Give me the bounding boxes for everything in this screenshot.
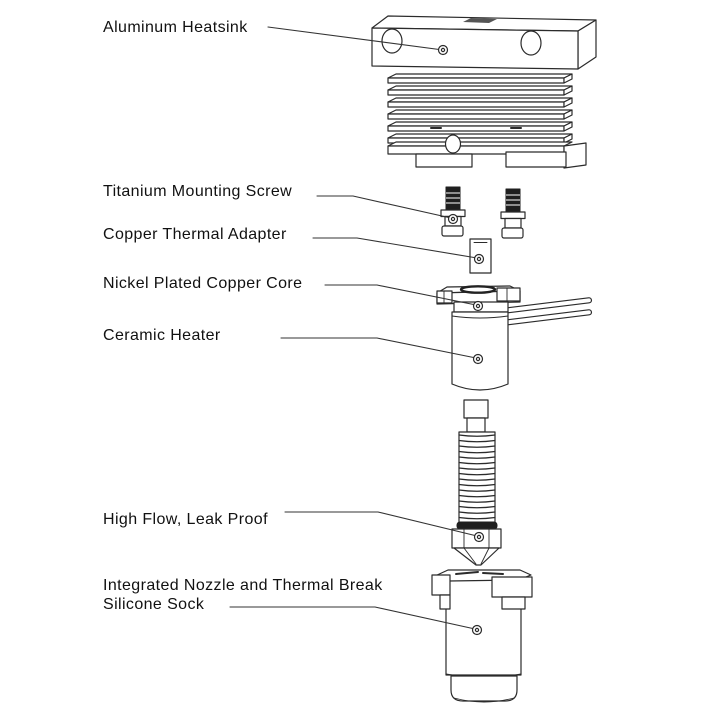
label-aluminum-heatsink: Aluminum Heatsink [103,19,248,36]
heatsink-fins [388,74,572,143]
thermal-break-threads [459,432,495,523]
label-titanium-mounting-screw: Titanium Mounting Screw [103,183,293,200]
heatsink-front-hole [446,135,461,153]
label-nozzle-line2: Integrated Nozzle and Thermal Break [103,577,383,594]
target-dot-heatsink [439,46,448,55]
target-dot-screw [449,215,458,224]
aluminum-heatsink-drawing [372,16,596,168]
nozzle-collar [457,522,497,529]
leader-thermal-adapter [313,238,477,258]
target-dot-adapter [475,255,484,264]
titanium-mounting-screws-drawing [441,187,525,238]
label-nozzle-line1: High Flow, Leak Proof [103,511,268,528]
heater-body [452,302,508,390]
target-dot-heater [474,355,483,364]
label-silicone-sock: Silicone Sock [103,596,205,613]
nozzle-cone [454,548,499,565]
label-nickel-plated-copper-core: Nickel Plated Copper Core [103,275,303,292]
heatsink-hole-right [521,31,541,55]
sock-left-tab [432,575,450,609]
mounting-screw-right [501,189,525,238]
heatsink-hole-left [382,29,402,53]
target-dot-core [474,302,483,311]
leader-ceramic-heater [281,338,476,358]
target-dot-sock [473,626,482,635]
mounting-screw-left [441,187,465,236]
leader-mounting-screw [317,196,451,218]
silicone-sock-drawing [432,570,532,702]
target-dot-nozzle [475,533,484,542]
sock-boot [451,676,517,701]
core-bore [461,286,495,292]
label-ceramic-heater: Ceramic Heater [103,327,221,344]
label-copper-thermal-adapter: Copper Thermal Adapter [103,226,287,243]
